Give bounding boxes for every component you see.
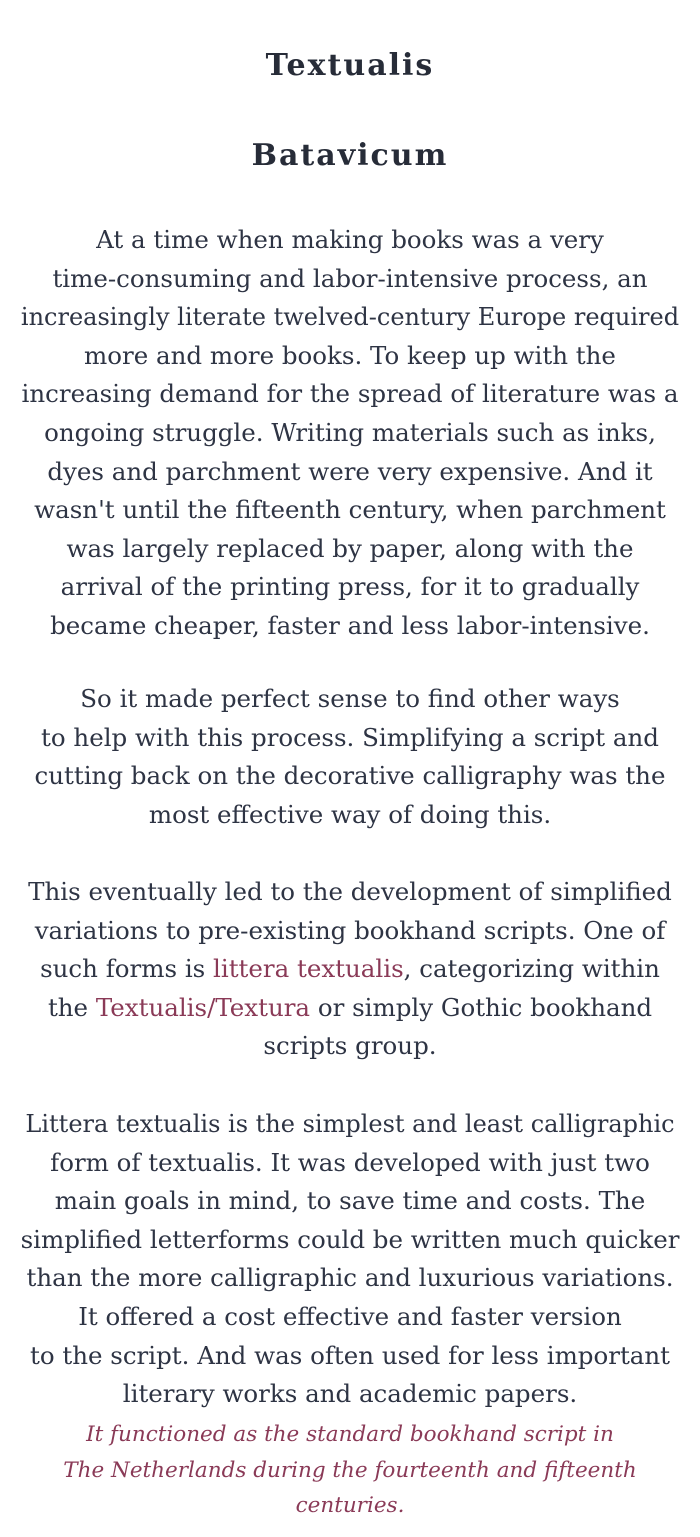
text-line: time-consuming and labor-intensive process, an <box>52 263 648 293</box>
text-line: simplified letterforms could be written much quicker <box>20 1224 680 1254</box>
paragraph-simplifying <box>20 680 680 834</box>
paragraph-intro <box>20 221 680 646</box>
text-line: The Netherlands during the fourteenth and fifteenth <box>63 1457 637 1483</box>
text-line: most effective way of doing this. <box>148 799 552 829</box>
text-line: more and more books. To keep up with the <box>84 340 616 370</box>
title-line-2: Batavicum <box>251 138 449 173</box>
textualis-textura-link[interactable]: Textualis/Textura <box>95 992 311 1022</box>
text-line: increasing demand for the spread of literature was a <box>21 379 679 409</box>
paragraph-littera-textualis <box>20 1105 680 1414</box>
text-line: wasn't until the fifteenth century, when parchment <box>34 495 666 525</box>
title-line-1: Textualis <box>265 48 435 83</box>
text-segment: the <box>47 992 96 1022</box>
text-segment: or simply Gothic bookhand <box>310 992 653 1022</box>
closing-note <box>20 1417 680 1524</box>
text-line: dyes and parchment were very expensive. And it <box>47 456 653 486</box>
text-line: This eventually led to the development of simplified <box>28 877 672 906</box>
text-line <box>20 989 680 1028</box>
text-line: to the script. And was often used for less important <box>29 1340 671 1370</box>
text-line: scripts group. <box>263 1031 437 1061</box>
text-line: At a time when making books was a very <box>96 225 604 254</box>
text-line: was largely replaced by paper, along with the <box>66 533 634 563</box>
text-line: literary works and academic papers. <box>122 1379 578 1409</box>
text-line: centuries. <box>295 1493 405 1518</box>
text-line: to help with this process. Simplifying a script and <box>41 722 659 752</box>
text-line: main goals in mind, to save time and costs. The <box>54 1186 646 1216</box>
text-line: So it made perfect sense to find other ways <box>80 684 620 713</box>
text-line: form of textualis. It was developed with just two <box>50 1147 650 1177</box>
text-line: It offered a cost effective and faster version <box>78 1301 622 1331</box>
text-line: It functioned as the standard bookhand script in <box>86 1422 614 1447</box>
text-segment: , categorizing within <box>403 954 660 984</box>
text-line: variations to pre-existing bookhand scripts. One of <box>34 915 666 945</box>
text-line <box>20 950 680 989</box>
paragraph-development <box>20 873 680 1066</box>
text-line: ongoing struggle. Writing materials such as inks, <box>44 417 656 447</box>
text-line: Littera textualis is the simplest and least calligraphic <box>25 1110 675 1138</box>
text-line: arrival of the printing press, for it to gradually <box>60 572 640 602</box>
text-segment: such forms is <box>40 954 214 984</box>
text-line: cutting back on the decorative calligraphy was the <box>34 761 666 791</box>
littera-textualis-link[interactable]: littera textualis <box>213 954 404 984</box>
text-line: became cheaper, faster and less labor-intensive. <box>50 610 650 640</box>
text-line: than the more calligraphic and luxurious variations. <box>26 1263 674 1293</box>
text-line: increasingly literate twelved-century Europe required <box>20 303 680 332</box>
